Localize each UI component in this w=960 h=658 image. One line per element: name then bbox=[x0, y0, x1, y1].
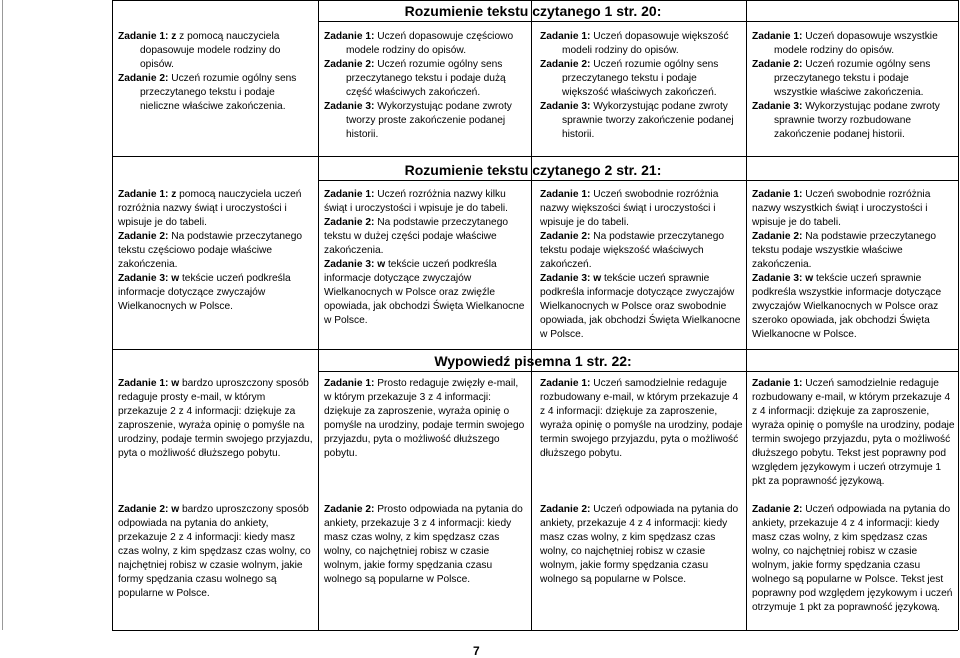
section-title: Rozumienie tekstu czytanego 2 str. 21: bbox=[404, 162, 662, 178]
task-label: Zadanie 3: bbox=[752, 101, 803, 112]
task-text: Uczeń rozumie ogólny sens bbox=[593, 59, 719, 70]
cell-r2-c2: Zadanie 1: Uczeń rozróżnia nazwy kilku świąt i uroczystości i wpisuje je do tabeli. Zadanie 2: Na podstawie przeczytanego tekstu w dużej części podaje właściwe zakończenia. Zadanie 3: w tekście uczeń podkreśla informacje dotyczące zwyczajów Wielkanocnych w Polsce oraz zwięźle opowiada, jak obchodzi Święta Wielkanocne w Polsce. bbox=[324, 189, 525, 326]
task-label: Zadanie 3: bbox=[324, 101, 375, 112]
task-connector: z bbox=[171, 31, 177, 42]
cell-r3-c1-task2: Zadanie 2: w bardzo uproszczony sposób odpowiada na pytania do ankiety, przekazuje 2 z 4 informacji: kiedy masz czas wolny, z kim spędzasz czas wolny, co najchętniej robisz w czasie wolnym, jakie formy spędzania czasu wolnego są popularne w Polsce. bbox=[118, 504, 311, 599]
task-text: Uczeń rozumie ogólny sens bbox=[377, 59, 503, 70]
task-label: Zadanie 1: bbox=[540, 31, 591, 42]
left-margin-line bbox=[2, 0, 3, 630]
cell-r1-c2 bbox=[324, 30, 527, 142]
cell-r2-c1: Zadanie 1: z pomocą nauczyciela uczeń rozróżnia nazwy świąt i uroczystości i wpisuje je do tabeli. Zadanie 2: Na podstawie przeczytanego tekstu częściowo podaje właściwe zakończenia. Zadanie 3: w tekście uczeń podkreśla informacje dotyczące zwyczajów Wielkanocnych w Polsce. bbox=[118, 189, 303, 312]
task-text: przeczytanego tekstu i podaje dużą część właściwych zakończeń. bbox=[346, 73, 506, 98]
column-divider bbox=[531, 0, 532, 630]
task-text: Uczeń dopasowuje wszystkie bbox=[805, 31, 938, 42]
task-text: modele rodziny do opisów. bbox=[346, 45, 467, 56]
column-divider bbox=[746, 0, 747, 630]
task-text: Wykorzystując podane zwroty bbox=[805, 101, 940, 112]
cell-r1-c4 bbox=[752, 30, 955, 142]
column-divider bbox=[112, 0, 113, 630]
task-text: modele rodziny do opisów. bbox=[774, 45, 895, 56]
task-text: przeczytanego tekstu i podaje większość właściwych zakończeń. bbox=[562, 73, 717, 98]
column-divider bbox=[958, 0, 959, 630]
task-text: Wykorzystując podane zwroty bbox=[377, 101, 512, 112]
task-label: Zadanie 1: bbox=[752, 31, 803, 42]
row-divider bbox=[318, 371, 958, 372]
task-text: modeli rodziny do opisów. bbox=[562, 45, 679, 56]
cell-r2-c3: Zadanie 1: Uczeń swobodnie rozróżnia nazwy większości świąt i uroczystości i wpisuje je do tabeli. Zadanie 2: Na podstawie przeczytanego tekstu podaje większość właściwych zakończeń. Zadanie 3: w tekście uczeń sprawnie podkreśla informacje dotyczące zwyczajów Wielkanocnych w Polsce oraz swobodnie opowiada, jak obchodzi Święta Wielkanocne w Polsce. bbox=[540, 189, 741, 340]
cell-r3-c1-task1: Zadanie 1: w bardzo uproszczony sposób redaguje prosty e-mail, w którym przekazuje 2 z 4 informacji: dziękuje za zaproszenie, wyraża opinię o pomyśle na urodziny, podaje termin swojego przyjazdu, pyta o możliwość dłuższego pobytu. bbox=[118, 378, 313, 459]
task-text: dopasowuje modele rodziny do opisów. bbox=[140, 45, 281, 70]
row-divider bbox=[318, 21, 958, 22]
cell-r3-c2-task1: Zadanie 1: Prosto redaguje zwięzły e-mail, w którym przekazuje 3 z 4 informacji: dziękuje za zaproszenie, wyraża opinię o pomyśle na urodziny, podaje termin swojego przyjazdu, pyta o możliwość dłuższego pobytu. bbox=[324, 378, 525, 459]
row-divider bbox=[112, 156, 958, 157]
cell-r3-c3-task2: Zadanie 2: Uczeń odpowiada na pytania do ankiety, przekazuje 4 z 4 informacji: kiedy masz czas wolny, z kim spędzasz czas wolny, co najchętniej robisz w czasie wolnym, jakie formy spędzania czasu wolnego są popularne w Polsce. bbox=[540, 504, 739, 585]
task-text: z pomocą nauczyciela bbox=[179, 31, 280, 42]
task-text: przeczytanego tekstu i podaje wszystkie właściwe zakończenia. bbox=[774, 73, 924, 98]
task-label: Zadanie 2: bbox=[324, 59, 375, 70]
cell-r1-c1 bbox=[118, 30, 314, 114]
task-text: Uczeń rozumie ogólny sens bbox=[171, 73, 297, 84]
task-label: Zadanie 3: bbox=[540, 101, 591, 112]
task-label: Zadanie 2: bbox=[540, 59, 591, 70]
task-label: Zadanie 2: bbox=[752, 59, 803, 70]
cell-r3-c4-task1: Zadanie 1: Uczeń samodzielnie redaguje rozbudowany e-mail, w którym przekazuje 4 z 4 informacji: dziękuje za zaproszenie, wyraża opinię o pomyśle na urodziny, podaje termin swojego przyjazdu, pyta o możliwość dłuższego pobytu. Tekst jest poprawny pod względem językowym i uczeń otrzymuje 1 pkt za poprawność językową. bbox=[752, 378, 955, 487]
table-border-top bbox=[112, 0, 958, 1]
row-divider bbox=[112, 349, 958, 350]
task-text: Uczeń dopasowuje częściowo bbox=[377, 31, 514, 42]
row-divider bbox=[318, 180, 958, 181]
cell-r2-c4: Zadanie 1: Uczeń swobodnie rozróżnia nazwy wszystkich świąt i uroczystości i wpisuje je do tabeli. Zadanie 2: Na podstawie przeczytanego tekstu podaje wszystkie właściwe zakończenia. Zadanie 3: w tekście uczeń sprawnie podkreśla wszystkie informacje dotyczące zwyczajów Wielkanocnych w Polsce oraz szeroko opowiada, jak obchodzi Święta Wielkanocne w Polsce. bbox=[752, 189, 942, 340]
task-text: przeczytanego tekstu i podaje nieliczne właściwe zakończenia. bbox=[140, 87, 286, 112]
column-divider bbox=[318, 0, 319, 630]
task-label: Zadanie 2: bbox=[118, 73, 169, 84]
cell-r3-c3-task1: Zadanie 1: Uczeń samodzielnie redaguje rozbudowany e-mail, w którym przekazuje 4 z 4 informacji: dziękuje za zaproszenie, wyraża opinię o pomyśle na urodziny, podaje termin swojego przyjazdu, pyta o możliwość dłuższego pobytu. bbox=[540, 378, 743, 459]
task-text: Uczeń rozumie ogólny sens bbox=[805, 59, 931, 70]
table-border-bottom bbox=[112, 630, 958, 631]
cell-r3-c2-task2: Zadanie 2: Prosto odpowiada na pytania do ankiety, przekazuje 3 z 4 informacji: kiedy masz czas wolny, z kim spędzasz czas wolny, co najchętniej robisz w czasie wolnym, jakie formy spędzania czasu wolnego są popularne w Polsce. bbox=[324, 504, 523, 585]
task-text: Uczeń dopasowuje większość bbox=[593, 31, 729, 42]
task-text: tworzy proste zakończenie podanej historii. bbox=[346, 115, 506, 140]
task-text: sprawnie tworzy rozbudowane zakończenie podanej historii. bbox=[774, 115, 912, 140]
cell-r3-c4-task2: Zadanie 2: Uczeń odpowiada na pytania do ankiety, przekazuje 4 z 4 informacji: kiedy masz czas wolny, z kim spędzasz czas wolny, co najchętniej robisz w czasie wolnym, jakie formy spędzania czasu wolnego są popularne w Polsce. Tekst jest poprawny pod względem językowym i uczeń otrzymuje 1 pkt za poprawność językową. bbox=[752, 504, 953, 613]
section-title: Rozumienie tekstu czytanego 1 str. 20: bbox=[404, 3, 662, 19]
cell-r1-c3 bbox=[540, 30, 743, 142]
task-label: Zadanie 1: bbox=[324, 31, 375, 42]
task-label: Zadanie 1: bbox=[118, 31, 169, 42]
task-text: sprawnie tworzy zakończenie podanej historii. bbox=[562, 115, 734, 140]
page-number: 7 bbox=[473, 644, 480, 658]
section-title: Wypowiedź pisemna 1 str. 22: bbox=[434, 353, 632, 369]
task-text: Wykorzystując podane zwroty bbox=[593, 101, 728, 112]
